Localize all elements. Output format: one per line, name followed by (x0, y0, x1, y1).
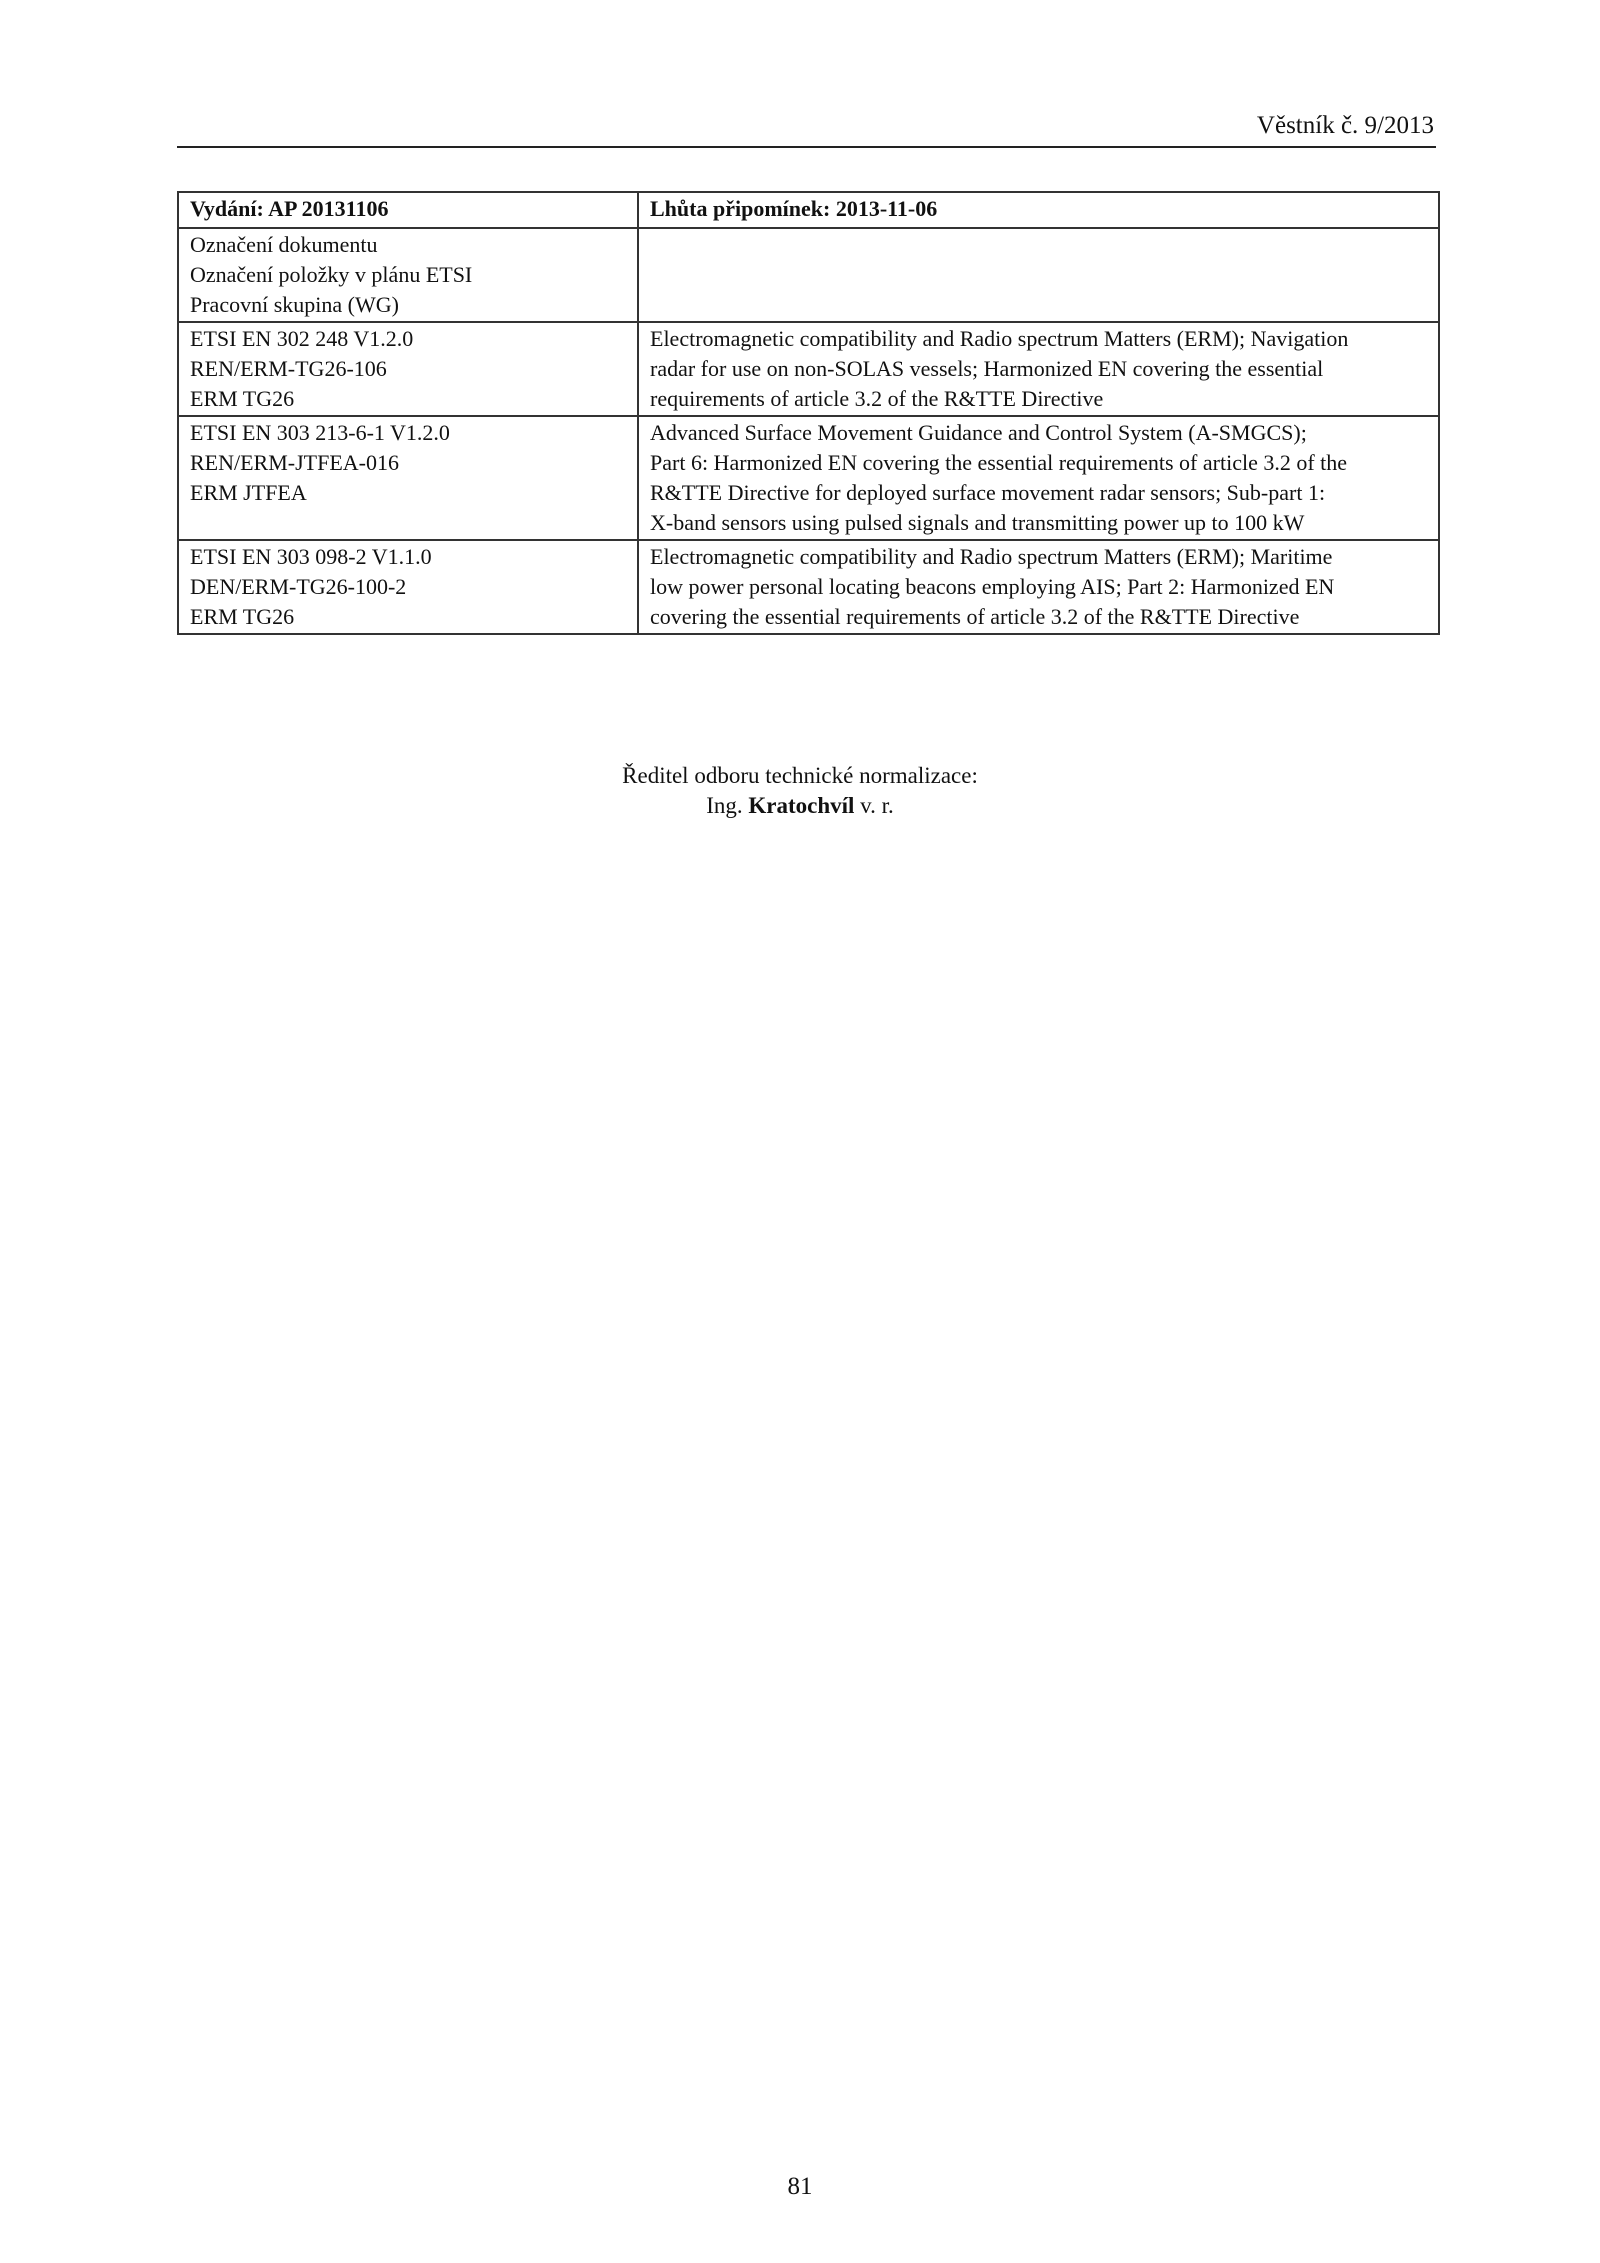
title-line: Electromagnetic compatibility and Radio spectrum Matters (ERM); Maritime (650, 544, 1333, 569)
legend-line: Označení položky v plánu ETSI (190, 262, 473, 287)
designation-cell (178, 540, 638, 634)
journal-title: Věstník č. 9/2013 (1256, 112, 1434, 139)
legend-line: Pracovní skupina (WG) (190, 292, 399, 317)
signatory-line (0, 791, 1600, 821)
work-item: REN/ERM-JTFEA-016 (190, 450, 399, 475)
working-group: ERM TG26 (190, 386, 295, 411)
designation-cell (178, 322, 638, 416)
standards-table (177, 191, 1440, 635)
title-line: Advanced Surface Movement Guidance and Control System (A-SMGCS); (650, 420, 1307, 445)
title-line: R&TTE Directive for deployed surface movement radar sensors; Sub-part 1: (650, 480, 1326, 505)
work-item: REN/ERM-TG26-106 (190, 356, 387, 381)
document-designation: ETSI EN 302 248 V1.2.0 (190, 326, 414, 351)
title-line: requirements of article 3.2 of the R&TTE Directive (650, 386, 1104, 411)
title-cell (638, 540, 1439, 634)
work-item: DEN/ERM-TG26-100-2 (190, 574, 407, 599)
title-line: X-band sensors using pulsed signals and transmitting power up to 100 kW (650, 510, 1305, 535)
table-row (178, 322, 1439, 416)
page-header (177, 108, 1436, 148)
legend-cell (178, 228, 638, 322)
signatory-prefix: Ing. (706, 793, 743, 818)
title-line: low power personal locating beacons employing AIS; Part 2: Harmonized EN (650, 574, 1335, 599)
title-cell (638, 416, 1439, 540)
title-line: Part 6: Harmonized EN covering the essential requirements of article 3.2 of the (650, 450, 1348, 475)
legend-empty-cell (638, 228, 1439, 322)
designation-cell (178, 416, 638, 540)
document-designation: ETSI EN 303 213-6-1 V1.2.0 (190, 420, 450, 445)
table-row (178, 416, 1439, 540)
signatory-name: Kratochvíl (748, 793, 855, 818)
comment-deadline-label: Lhůta připomínek: 2013-11-06 (638, 192, 1439, 228)
working-group: ERM TG26 (190, 604, 295, 629)
title-line: covering the essential requirements of article 3.2 of the R&TTE Directive (650, 604, 1300, 629)
document-designation: ETSI EN 303 098-2 V1.1.0 (190, 544, 432, 569)
page-number: 81 (787, 2173, 813, 2200)
legend-row (178, 228, 1439, 322)
title-line: Electromagnetic compatibility and Radio spectrum Matters (ERM); Navigation (650, 326, 1349, 351)
title-line: radar for use on non-SOLAS vessels; Harmonized EN covering the essential (650, 356, 1324, 381)
title-cell (638, 322, 1439, 416)
signatory-suffix: v. r. (860, 793, 894, 818)
signatory-role: Ředitel odboru technické normalizace: (622, 763, 978, 788)
issue-label: Vydání: AP 20131106 (178, 192, 638, 228)
signature-block (0, 761, 1600, 821)
legend-line: Označení dokumentu (190, 232, 378, 257)
table-header-row (178, 192, 1439, 228)
table-row (178, 540, 1439, 634)
working-group: ERM JTFEA (190, 480, 307, 505)
